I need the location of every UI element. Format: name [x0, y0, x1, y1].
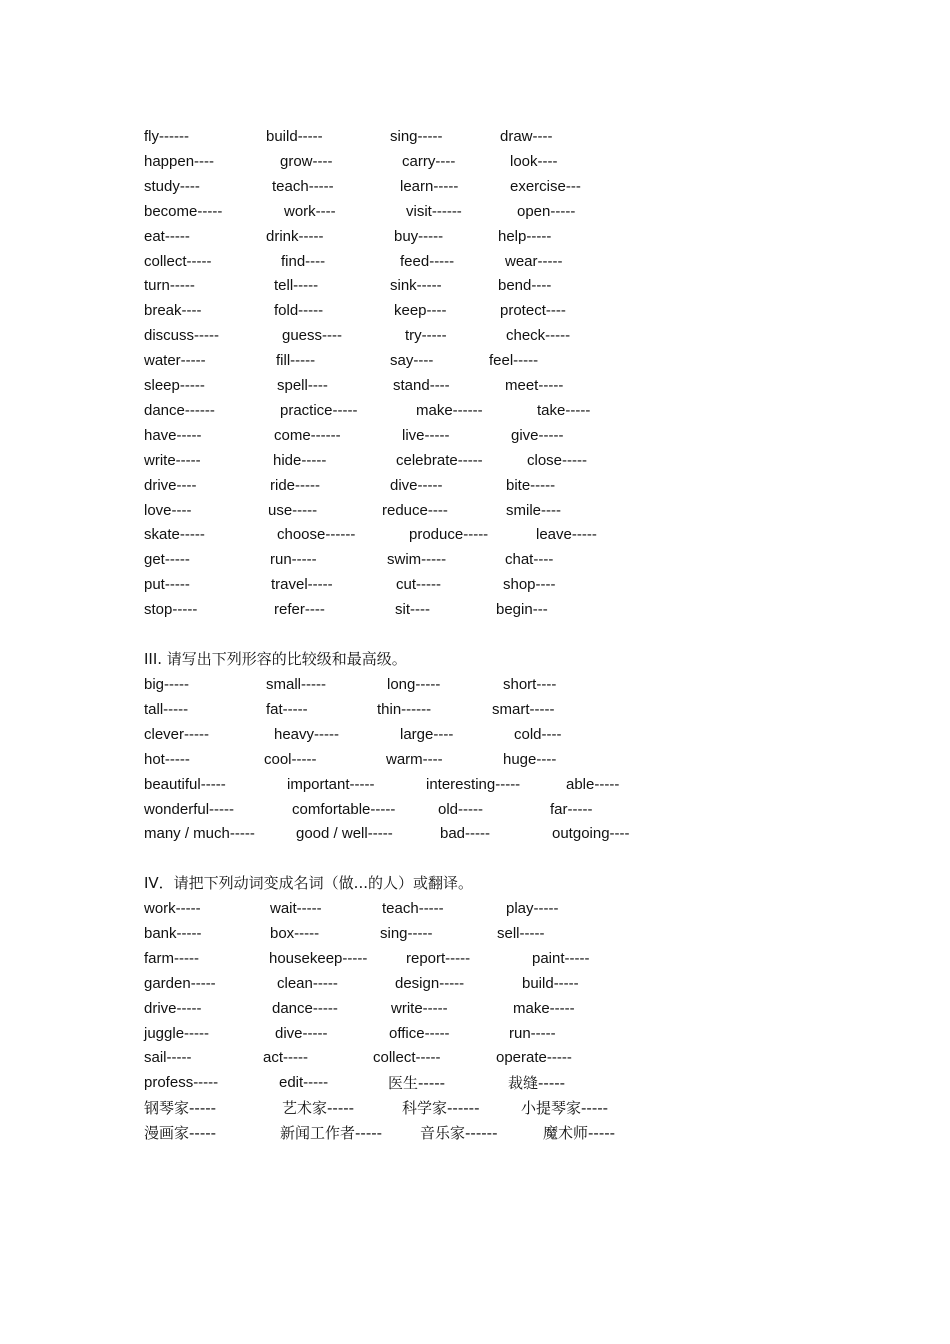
- word-item: drive----: [144, 476, 197, 494]
- word-row: [0, 425, 950, 447]
- word-row: [0, 500, 950, 522]
- word-item: dance-----: [272, 999, 338, 1017]
- word-item: smile----: [506, 501, 561, 519]
- word-item: eat-----: [144, 227, 190, 245]
- word-item: long-----: [387, 676, 441, 693]
- word-row: [0, 1047, 950, 1069]
- word-item: write-----: [391, 999, 448, 1017]
- word-row: [0, 724, 950, 746]
- word-item: cool-----: [264, 750, 317, 768]
- word-item: play-----: [506, 900, 559, 917]
- word-item: paint-----: [532, 949, 590, 967]
- word-item: try-----: [405, 327, 447, 345]
- word-item: warm----: [386, 750, 443, 768]
- word-item: drive-----: [144, 999, 202, 1017]
- word-item: write-----: [144, 451, 201, 469]
- section-3-heading: III. 请写出下列形容的比较级和最高级。: [144, 650, 407, 668]
- word-item: design-----: [395, 974, 465, 992]
- word-item: carry----: [402, 152, 456, 170]
- word-item: 科学家------: [402, 1099, 480, 1118]
- word-row: [0, 1122, 950, 1144]
- word-item: buy-----: [394, 227, 444, 245]
- word-item: keep----: [394, 302, 447, 320]
- word-item: reduce----: [382, 501, 448, 519]
- word-item: big-----: [144, 676, 189, 693]
- word-item: discuss-----: [144, 327, 219, 345]
- word-item: exercise---: [510, 177, 581, 195]
- word-item: 音乐家------: [420, 1124, 498, 1143]
- word-row: [0, 325, 950, 347]
- word-row: [0, 948, 950, 970]
- word-item: bite-----: [506, 476, 556, 494]
- word-item: garden-----: [144, 974, 216, 992]
- word-item: practice-----: [280, 401, 358, 419]
- word-item: dive-----: [275, 1024, 328, 1042]
- word-item: help-----: [498, 227, 552, 245]
- word-item: draw----: [500, 128, 553, 145]
- word-item: break----: [144, 302, 202, 320]
- word-item: clever-----: [144, 725, 209, 743]
- word-row: [0, 201, 950, 223]
- word-item: look----: [510, 152, 558, 170]
- word-item: 医生-----: [388, 1074, 446, 1093]
- word-item: beautiful-----: [144, 775, 226, 793]
- word-row: [0, 126, 950, 148]
- word-item: sink-----: [390, 277, 442, 295]
- word-item: operate-----: [496, 1049, 572, 1067]
- word-item: build-----: [266, 128, 323, 145]
- word-item: bank-----: [144, 924, 202, 942]
- word-item: collect-----: [144, 252, 212, 270]
- word-item: 艺术家-----: [282, 1099, 355, 1118]
- word-item: 小提琴家-----: [521, 1099, 609, 1118]
- word-item: take-----: [537, 401, 591, 419]
- word-item: drink-----: [266, 227, 324, 245]
- word-item: thin------: [377, 700, 432, 718]
- word-item: make------: [416, 401, 483, 419]
- word-item: put-----: [144, 576, 190, 594]
- word-item: work----: [284, 202, 336, 220]
- word-item: 漫画家-----: [144, 1124, 217, 1143]
- word-item: use-----: [268, 501, 318, 519]
- word-item: protect----: [500, 302, 566, 320]
- word-item: begin---: [496, 601, 548, 619]
- word-row: [0, 549, 950, 571]
- word-item: work-----: [144, 900, 201, 917]
- word-item: live-----: [402, 426, 450, 444]
- word-row: [0, 973, 950, 995]
- word-row: [0, 823, 950, 845]
- word-row: [0, 674, 950, 696]
- word-item: many / much-----: [144, 825, 255, 843]
- word-item: bend----: [498, 277, 552, 295]
- word-item: skate-----: [144, 526, 205, 544]
- word-item: cut-----: [396, 576, 441, 594]
- word-item: sit----: [395, 601, 430, 619]
- word-item: tell-----: [274, 277, 319, 295]
- word-item: guess----: [282, 327, 343, 345]
- word-row: [0, 998, 950, 1020]
- word-item: travel-----: [271, 576, 333, 594]
- word-row: [0, 251, 950, 273]
- word-item: meet-----: [505, 377, 564, 394]
- word-item: turn-----: [144, 277, 195, 295]
- word-item: run-----: [509, 1024, 556, 1042]
- word-item: huge----: [503, 750, 557, 768]
- word-item: stop-----: [144, 601, 198, 619]
- word-item: find----: [281, 252, 326, 270]
- word-row: [0, 749, 950, 771]
- word-item: heavy-----: [274, 725, 340, 743]
- word-item: far-----: [550, 800, 593, 818]
- word-item: stand----: [393, 377, 450, 394]
- word-item: 钢琴家-----: [144, 1099, 217, 1118]
- word-item: learn-----: [400, 177, 459, 195]
- word-row: [0, 898, 950, 920]
- word-item: sell-----: [497, 924, 545, 942]
- word-item: sail-----: [144, 1049, 192, 1067]
- word-row: [0, 699, 950, 721]
- word-item: study----: [144, 177, 200, 195]
- word-item: sing-----: [390, 128, 443, 145]
- word-row: [0, 475, 950, 497]
- word-row: [0, 375, 950, 397]
- word-row: [0, 774, 950, 796]
- word-item: open-----: [517, 202, 576, 220]
- word-item: small-----: [266, 676, 326, 693]
- word-item: interesting-----: [426, 775, 521, 793]
- word-row: [0, 574, 950, 596]
- word-item: edit-----: [279, 1074, 329, 1092]
- word-row: [0, 599, 950, 621]
- word-item: short----: [503, 676, 557, 693]
- word-item: act-----: [263, 1049, 308, 1067]
- word-item: juggle-----: [144, 1024, 210, 1042]
- word-item: cold----: [514, 725, 562, 743]
- word-item: large----: [400, 725, 454, 743]
- word-item: sleep-----: [144, 377, 205, 394]
- word-item: make-----: [513, 999, 575, 1017]
- word-item: report-----: [406, 949, 471, 967]
- word-item: teach-----: [272, 177, 334, 195]
- word-item: water-----: [144, 352, 206, 370]
- word-item: leave-----: [536, 526, 597, 544]
- word-item: fold-----: [274, 302, 324, 320]
- word-item: ride-----: [270, 476, 320, 494]
- word-item: 裁缝-----: [508, 1074, 566, 1093]
- word-item: love----: [144, 501, 192, 519]
- word-row: [0, 350, 950, 372]
- word-row: [0, 923, 950, 945]
- word-item: wear-----: [505, 252, 563, 270]
- word-item: build-----: [522, 974, 579, 992]
- word-item: dive-----: [390, 476, 443, 494]
- word-item: chat----: [505, 551, 554, 569]
- word-item: collect-----: [373, 1049, 441, 1067]
- word-item: hot-----: [144, 750, 190, 768]
- word-row: [0, 400, 950, 422]
- word-item: box-----: [270, 924, 320, 942]
- word-item: get-----: [144, 551, 190, 569]
- word-item: comfortable-----: [292, 800, 396, 818]
- word-item: important-----: [287, 775, 375, 793]
- word-item: sing-----: [380, 924, 433, 942]
- word-item: teach-----: [382, 900, 444, 917]
- word-item: run-----: [270, 551, 317, 569]
- word-item: become-----: [144, 202, 223, 220]
- word-item: 魔术师-----: [543, 1124, 616, 1143]
- word-item: clean-----: [277, 974, 338, 992]
- word-item: smart-----: [492, 700, 555, 718]
- word-item: hide-----: [273, 451, 327, 469]
- word-item: spell----: [277, 377, 328, 394]
- section-4-heading: IV．请把下列动词变成名词（做...的人）或翻译。: [144, 874, 473, 892]
- word-item: dance------: [144, 401, 215, 419]
- word-item: old-----: [438, 800, 483, 818]
- word-item: swim-----: [387, 551, 447, 569]
- word-item: close-----: [527, 451, 587, 469]
- word-row: [0, 300, 950, 322]
- word-row: [0, 799, 950, 821]
- word-item: fat-----: [266, 700, 308, 718]
- word-item: give-----: [511, 426, 564, 444]
- word-row: [0, 226, 950, 248]
- word-row: [0, 176, 950, 198]
- word-item: refer----: [274, 601, 325, 619]
- word-item: 新闻工作者-----: [280, 1124, 383, 1143]
- word-row: [0, 1023, 950, 1045]
- word-item: check-----: [506, 327, 571, 345]
- word-item: bad-----: [440, 825, 491, 843]
- word-item: wonderful-----: [144, 800, 235, 818]
- word-item: office-----: [389, 1024, 450, 1042]
- word-item: shop----: [503, 576, 556, 594]
- word-item: profess-----: [144, 1074, 219, 1092]
- word-item: say----: [390, 352, 434, 370]
- word-item: able-----: [566, 775, 620, 793]
- word-item: outgoing----: [552, 825, 630, 843]
- word-item: housekeep-----: [269, 949, 368, 967]
- word-row: [0, 151, 950, 173]
- word-item: wait-----: [270, 900, 322, 917]
- word-item: fill-----: [276, 352, 316, 370]
- word-item: feed-----: [400, 252, 455, 270]
- word-item: have-----: [144, 426, 202, 444]
- word-item: fly------: [144, 128, 189, 145]
- word-item: tall-----: [144, 700, 189, 718]
- word-item: happen----: [144, 152, 215, 170]
- word-item: visit------: [406, 202, 462, 220]
- word-item: grow----: [280, 152, 333, 170]
- word-row: [0, 450, 950, 472]
- word-item: good / well-----: [296, 825, 393, 843]
- word-item: produce-----: [409, 526, 489, 544]
- word-item: choose------: [277, 526, 356, 544]
- word-item: farm-----: [144, 949, 199, 967]
- word-row: [0, 1072, 950, 1094]
- word-item: come------: [274, 426, 341, 444]
- word-row: [0, 524, 950, 546]
- word-item: feel-----: [489, 352, 539, 370]
- word-row: [0, 1097, 950, 1119]
- word-row: [0, 275, 950, 297]
- word-item: celebrate-----: [396, 451, 483, 469]
